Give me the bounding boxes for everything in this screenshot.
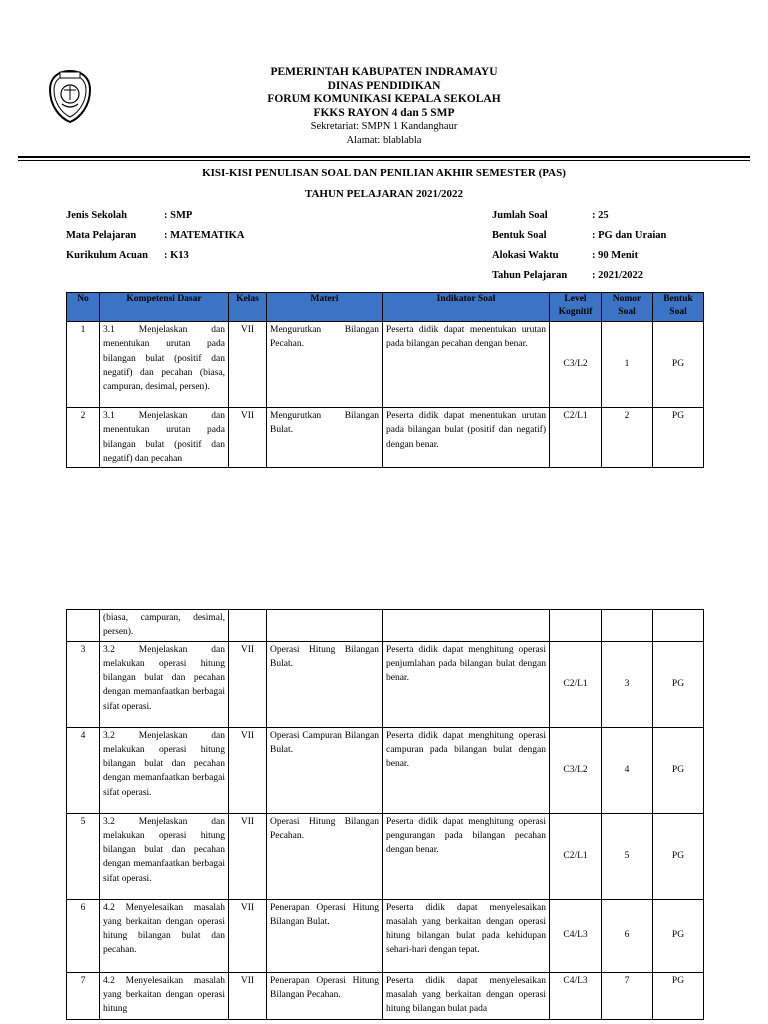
header-kelas: Kelas [229,293,267,322]
header-kompetensi-dasar: Kompetensi Dasar [100,293,229,322]
cell-nomor: 7 [602,972,653,1019]
cell-materi: Operasi Hitung Bilangan Pecahan. [267,813,383,899]
letterhead-line: FKKS RAYON 4 dan 5 SMP [313,106,455,119]
letterhead-divider-thin [18,160,750,161]
table-row [67,408,704,468]
info-value: : MATEMATIKA [164,230,245,241]
cell-kelas: VII [229,972,267,1019]
info-value: : 90 Menit [592,250,639,261]
document-year: TAHUN PELAJARAN 2021/2022 [304,188,464,200]
cell-kelas: VII [229,899,267,972]
info-key: Kurikulum Acuan [66,250,148,261]
cell-kelas: VII [229,322,267,408]
table-row [67,899,704,972]
header-nomor-soal: Nomor Soal [602,293,653,322]
cell-bentuk: PG [653,641,704,727]
cell-no: 1 [67,322,100,408]
cell-bentuk: PG [653,899,704,972]
cell-materi: Mengurutkan Bilangan Bulat. [267,408,383,468]
info-row [492,229,666,249]
cell-level: C4/L3 [550,972,602,1019]
header-materi: Materi [267,293,383,322]
info-value: : 2021/2022 [592,270,644,281]
cell-materi: Operasi Hitung Bilangan Bulat. [267,641,383,727]
kisi-kisi-table [66,292,704,468]
letterhead-line: FORUM KOMUNIKASI KEPALA SEKOLAH [267,93,501,105]
info-key: Jenis Sekolah [66,210,127,221]
cell-indikator: Peserta didik dapat menyelesaikan masalah yang berkaitan dengan operasi hitung bilangan bulat pada kehidupan sehari-hari dengan tepat. [383,899,550,972]
cell-no: 5 [67,813,100,899]
cell-kd: 3.1 Menjelaskan dan menentukan urutan pada bilangan bulat (positif dan negatif) dan pecahan (biasa, campuran, desimal, persen). [100,322,229,408]
cell-no: 4 [67,727,100,813]
cell-bentuk: PG [653,408,704,468]
cell-no: 3 [67,641,100,727]
info-value: : K13 [164,250,189,261]
cell-kelas: VII [229,641,267,727]
cell-materi: Operasi Campuran Bilangan Bulat. [267,727,383,813]
cell-indikator: Peserta didik dapat menyelesaikan masalah yang berkaitan dengan operasi hitung bilangan bulat pada [383,972,550,1019]
info-key: Mata Pelajaran [66,230,137,241]
cell-nomor: 1 [602,322,653,408]
cell-no: 7 [67,972,100,1019]
cell-no: 2 [67,408,100,468]
info-value: : PG dan Uraian [592,230,667,241]
cell-level: C3/L2 [550,727,602,813]
info-value: : 25 [592,210,609,221]
cell-indikator: Peserta didik dapat menghitung operasi campuran pada bilangan bulat dengan benar. [383,727,550,813]
cell-indikator: Peserta didik dapat menghitung operasi pengurangan pada bilangan pecahan dengan benar. [383,813,550,899]
info-left [66,209,244,269]
cell-no: 6 [67,899,100,972]
cell-kelas: VII [229,408,267,468]
cell-kd: 3.2 Menjelaskan dan melakukan operasi hitung bilangan bulat dan pecahan dengan memanfaatkan berbagai sifat operasi. [100,813,229,899]
letterhead-line: DINAS PENDIDIKAN [327,79,441,92]
table-row-continued [67,610,704,642]
table-row [67,727,704,813]
info-key: Jumlah Soal [492,210,548,221]
cell-level: C4/L3 [550,899,602,972]
info-right [492,209,666,289]
table-row [67,322,704,408]
info-row [66,249,244,269]
header-level-kognitif: Level Kognitif [550,293,602,322]
table-header-row [67,293,704,322]
cell-bentuk: PG [653,972,704,1019]
info-row [66,229,244,249]
cell-nomor: 5 [602,813,653,899]
cell-kelas: VII [229,813,267,899]
table-row [67,972,704,1019]
cell-kd: 4.2 Menyelesaikan masalah yang berkaitan dengan operasi hitung bilangan bulat dan pecahan. [100,899,229,972]
info-key: Bentuk Soal [492,230,547,241]
cell-kd: 3.1 Menjelaskan dan menentukan urutan pada bilangan bulat (positif dan negatif) dan pecahan [100,408,229,468]
info-row [492,269,666,289]
cell-indikator: Peserta didik dapat menentukan urutan pada bilangan pecahan dengan benar. [383,322,550,408]
cell-level: C2/L1 [550,813,602,899]
header-bentuk-soal: Bentuk Soal [653,293,704,322]
cell-kd: (biasa, campuran, desimal, persen). [100,610,229,642]
table-row [67,641,704,727]
cell-nomor: 2 [602,408,653,468]
cell-indikator: Peserta didik dapat menentukan urutan pada bilangan bulat (positif dan negatif) dengan benar. [383,408,550,468]
info-key: Tahun Pelajaran [492,270,568,281]
cell-level: C3/L2 [550,322,602,408]
cell-bentuk: PG [653,727,704,813]
cell-nomor: 6 [602,899,653,972]
letterhead-secretariat: Sekretariat: SMPN 1 Kandanghaur [310,121,458,132]
cell-materi: Penerapan Operasi Hitung Bilangan Bulat. [267,899,383,972]
info-row [492,209,666,229]
cell-kd: 3.2 Menjelaskan dan melakukan operasi hitung bilangan bulat dan pecahan dengan memanfaatkan berbagai sifat operasi. [100,641,229,727]
cell-kelas: VII [229,727,267,813]
cell-indikator: Peserta didik dapat menghitung operasi penjumlahan pada bilangan bulat dengan benar. [383,641,550,727]
kisi-kisi-table-continued [66,609,704,1020]
table-row [67,813,704,899]
cell-nomor: 3 [602,641,653,727]
cell-bentuk: PG [653,322,704,408]
cell-kd: 4.2 Menyelesaikan masalah yang berkaitan dengan operasi hitung [100,972,229,1019]
letterhead [0,66,768,147]
cell-kd: 3.2 Menjelaskan dan melakukan operasi hitung bilangan bulat dan pecahan dengan memanfaatkan berbagai sifat operasi. [100,727,229,813]
info-row [66,209,244,229]
document-title: KISI-KISI PENULISAN SOAL DAN PENILIAN AKHIR SEMESTER (PAS) [202,167,566,179]
header-no: No [67,293,100,322]
cell-materi: Penerapan Operasi Hitung Bilangan Pecahan. [267,972,383,1019]
info-value: : SMP [164,210,193,221]
info-key: Alokasi Waktu [492,250,559,261]
letterhead-divider [18,156,750,158]
header-indikator-soal: Indikator Soal [383,293,550,322]
cell-level: C2/L1 [550,408,602,468]
letterhead-address: Alamat: blablabla [346,134,422,146]
cell-bentuk: PG [653,813,704,899]
letterhead-line: PEMERINTAH KABUPATEN INDRAMAYU [270,66,498,78]
cell-nomor: 4 [602,727,653,813]
cell-level: C2/L1 [550,641,602,727]
cell-materi: Mengurutkan Bilangan Pecahan. [267,322,383,408]
info-row [492,249,666,269]
